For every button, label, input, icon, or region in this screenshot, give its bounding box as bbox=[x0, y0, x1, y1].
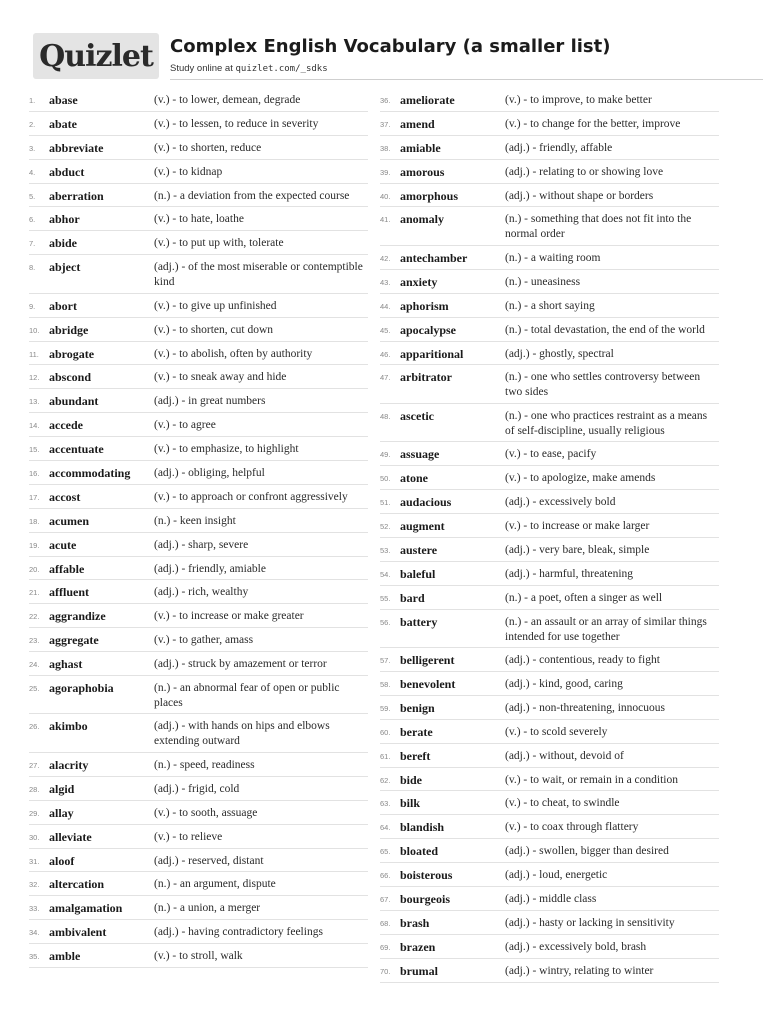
vocab-term: aghast bbox=[49, 657, 83, 672]
vocab-term: aggrandize bbox=[49, 609, 106, 624]
entry-number: 9. bbox=[29, 301, 36, 311]
entry-number: 59. bbox=[380, 703, 391, 713]
vocab-row bbox=[380, 562, 719, 586]
vocab-term: amorphous bbox=[400, 188, 459, 203]
entry-number: 29. bbox=[29, 808, 40, 818]
vocab-definition: (v.) - to give up unfinished bbox=[154, 299, 277, 312]
vocab-term: aloof bbox=[49, 853, 75, 868]
vocab-term: bard bbox=[400, 590, 425, 605]
vocab-definition: (v.) - to approach or confront aggressively bbox=[154, 490, 348, 503]
vocab-term: ambivalent bbox=[49, 925, 107, 940]
vocab-definition: (v.) - to relieve bbox=[154, 830, 223, 843]
vocab-definition: (adj.) - struck by amazement or terror bbox=[154, 658, 327, 671]
vocab-row bbox=[29, 652, 368, 676]
vocab-term: alleviate bbox=[49, 829, 92, 844]
entry-number: 36. bbox=[380, 96, 391, 105]
entry-number: 48. bbox=[380, 411, 391, 421]
entry-number: 65. bbox=[380, 847, 391, 857]
vocab-row bbox=[29, 461, 368, 485]
vocab-row bbox=[380, 768, 719, 792]
vocab-row bbox=[29, 509, 368, 533]
vocab-row bbox=[380, 586, 719, 610]
entry-number: 10. bbox=[29, 325, 40, 335]
vocab-term: abundant bbox=[49, 394, 99, 409]
entry-number: 66. bbox=[380, 871, 391, 881]
vocab-definition: (adj.) - harmful, threatening bbox=[505, 567, 634, 580]
vocab-row bbox=[29, 437, 368, 461]
vocab-term: acumen bbox=[49, 513, 89, 528]
vocab-definition: (adj.) - having contradictory feelings bbox=[154, 926, 323, 939]
vocab-definition: (v.) - to shorten, reduce bbox=[154, 141, 262, 154]
entry-number: 34. bbox=[29, 928, 40, 938]
entry-number: 35. bbox=[29, 952, 40, 962]
vocab-row bbox=[29, 580, 368, 604]
entry-number: 63. bbox=[380, 799, 391, 809]
vocab-term: belligerent bbox=[400, 653, 455, 668]
vocab-definition: (adj.) - excessively bold bbox=[505, 496, 616, 509]
vocab-term: blandish bbox=[400, 820, 445, 835]
vocab-row bbox=[380, 538, 719, 562]
vocab-term: abhor bbox=[49, 212, 80, 227]
entry-number: 55. bbox=[380, 593, 391, 603]
vocab-term: brumal bbox=[400, 963, 439, 978]
vocab-row bbox=[29, 557, 368, 581]
vocab-definition: (adj.) - sharp, severe bbox=[154, 538, 249, 551]
vocab-definition: (adj.) - frigid, cold bbox=[154, 782, 240, 795]
vocab-term: aphorism bbox=[400, 298, 449, 313]
vocab-definition: (v.) - to change for the better, improve bbox=[505, 117, 681, 130]
vocab-definition: (n.) - a waiting room bbox=[505, 251, 601, 264]
vocab-definition: (n.) - an abnormal fear of open or public places bbox=[154, 681, 340, 709]
entry-number: 47. bbox=[380, 373, 391, 383]
entry-number: 17. bbox=[29, 492, 40, 502]
vocab-definition: (v.) - to scold severely bbox=[505, 725, 608, 738]
vocab-term: accost bbox=[49, 489, 81, 504]
entry-number: 38. bbox=[380, 143, 391, 153]
entry-number: 69. bbox=[380, 942, 391, 952]
entry-number: 39. bbox=[380, 167, 391, 177]
vocab-term: assuage bbox=[400, 447, 440, 462]
vocab-row bbox=[29, 777, 368, 801]
vocab-definition: (v.) - to apologize, make amends bbox=[505, 472, 656, 485]
vocab-term: abase bbox=[49, 93, 78, 107]
vocab-definition: (adj.) - wintry, relating to winter bbox=[505, 964, 654, 977]
vocab-row bbox=[29, 88, 368, 112]
vocab-definition: (adj.) - relating to or showing love bbox=[505, 165, 664, 178]
vocab-definition: (n.) - a short saying bbox=[505, 299, 595, 312]
vocab-row bbox=[380, 184, 719, 208]
vocab-term: benevolent bbox=[400, 677, 456, 692]
vocab-definition: (adj.) - friendly, affable bbox=[505, 141, 613, 154]
entry-number: 5. bbox=[29, 191, 36, 201]
vocab-definition: (adj.) - obliging, helpful bbox=[154, 466, 265, 479]
vocab-row bbox=[29, 604, 368, 628]
vocab-definition: (v.) - to kidnap bbox=[154, 165, 223, 178]
entry-number: 8. bbox=[29, 263, 36, 273]
vocab-term: berate bbox=[400, 724, 433, 739]
vocab-definition: (v.) - to increase or make larger bbox=[505, 520, 650, 533]
vocab-row bbox=[380, 207, 719, 246]
vocab-definition: (n.) - keen insight bbox=[154, 514, 236, 527]
entry-number: 12. bbox=[29, 373, 40, 383]
vocab-definition: (v.) - to stroll, walk bbox=[154, 950, 243, 963]
vocab-definition: (adj.) - reserved, distant bbox=[154, 854, 264, 867]
entry-number: 60. bbox=[380, 727, 391, 737]
vocab-term: allay bbox=[49, 805, 74, 820]
vocab-term: bilk bbox=[400, 796, 421, 811]
entry-number: 20. bbox=[29, 564, 40, 574]
vocab-term: accommodating bbox=[49, 465, 131, 480]
vocab-term: antechamber bbox=[400, 250, 468, 265]
vocab-definition: (n.) - something that does not fit into the normal order bbox=[505, 213, 692, 241]
entry-number: 54. bbox=[380, 569, 391, 579]
vocab-term: amiable bbox=[400, 140, 441, 155]
vocab-term: affable bbox=[49, 561, 85, 576]
vocab-row bbox=[29, 413, 368, 437]
entry-number: 43. bbox=[380, 277, 391, 287]
vocab-definition: (v.) - to sneak away and hide bbox=[154, 371, 287, 384]
entry-number: 25. bbox=[29, 683, 40, 693]
entry-number: 44. bbox=[380, 301, 391, 311]
vocab-row bbox=[29, 184, 368, 208]
vocab-term: accentuate bbox=[49, 442, 104, 457]
quizlet-logo[interactable]: Quizlet bbox=[33, 33, 159, 79]
vocab-row bbox=[380, 514, 719, 538]
entry-number: 51. bbox=[380, 498, 391, 508]
vocab-row bbox=[29, 294, 368, 318]
vocab-row bbox=[29, 207, 368, 231]
entry-number: 68. bbox=[380, 918, 391, 928]
vocab-term: bereft bbox=[400, 748, 431, 763]
vocab-row bbox=[380, 246, 719, 270]
entry-number: 33. bbox=[29, 904, 40, 914]
entry-number: 16. bbox=[29, 468, 40, 478]
vocab-definition: (n.) - speed, readiness bbox=[154, 758, 255, 771]
vocab-row bbox=[29, 533, 368, 557]
entry-number: 53. bbox=[380, 545, 391, 555]
vocab-definition: (v.) - to put up with, tolerate bbox=[154, 237, 284, 250]
vocab-column-right bbox=[380, 88, 719, 983]
vocab-row bbox=[29, 753, 368, 777]
entry-number: 21. bbox=[29, 588, 40, 598]
vocab-definition: (v.) - to coax through flattery bbox=[505, 821, 639, 834]
vocab-row bbox=[380, 911, 719, 935]
vocab-row bbox=[29, 628, 368, 652]
vocab-term: boisterous bbox=[400, 868, 453, 883]
vocab-row bbox=[29, 920, 368, 944]
entry-number: 40. bbox=[380, 191, 391, 201]
vocab-term: akimbo bbox=[49, 719, 88, 734]
vocab-definition: (n.) - one who practices restraint as a means of self-discipline, usually religious bbox=[505, 409, 708, 437]
vocab-term: alacrity bbox=[49, 757, 89, 772]
vocab-row bbox=[380, 270, 719, 294]
vocab-row bbox=[380, 442, 719, 466]
vocab-definition: (adj.) - middle class bbox=[505, 893, 597, 906]
entry-number: 11. bbox=[29, 349, 39, 359]
entry-number: 41. bbox=[380, 215, 391, 225]
vocab-row bbox=[29, 112, 368, 136]
vocab-term: accede bbox=[49, 418, 83, 433]
vocab-definition: (v.) - to lower, demean, degrade bbox=[154, 94, 301, 106]
vocab-row bbox=[380, 935, 719, 959]
entry-number: 57. bbox=[380, 656, 391, 666]
vocab-term: abscond bbox=[49, 370, 92, 385]
vocab-term: agoraphobia bbox=[49, 680, 114, 695]
vocab-definition: (v.) - to emphasize, to highlight bbox=[154, 443, 299, 456]
vocab-definition: (adj.) - without, devoid of bbox=[505, 749, 624, 762]
entry-number: 31. bbox=[29, 856, 40, 866]
vocab-row bbox=[380, 791, 719, 815]
vocab-term: aberration bbox=[49, 188, 104, 203]
entry-number: 7. bbox=[29, 239, 36, 249]
vocab-definition: (adj.) - excessively bold, brash bbox=[505, 940, 647, 953]
entry-number: 49. bbox=[380, 450, 391, 460]
vocab-definition: (adj.) - in great numbers bbox=[154, 395, 266, 408]
vocab-term: ascetic bbox=[400, 408, 434, 423]
vocab-row bbox=[380, 112, 719, 136]
vocab-term: affluent bbox=[49, 585, 89, 600]
entry-number: 52. bbox=[380, 522, 391, 532]
vocab-definition: (v.) - to ease, pacify bbox=[505, 448, 597, 461]
vocab-definition: (n.) - one who settles controversy between two sides bbox=[505, 371, 701, 399]
vocab-term: abrogate bbox=[49, 346, 95, 361]
vocab-definition: (adj.) - swollen, bigger than desired bbox=[505, 845, 669, 858]
vocab-term: battery bbox=[400, 614, 438, 629]
vocab-definition: (adj.) - non-threatening, innocuous bbox=[505, 701, 665, 714]
vocab-row bbox=[380, 839, 719, 863]
vocab-definition: (v.) - to sooth, assuage bbox=[154, 806, 258, 819]
vocab-term: abduct bbox=[49, 164, 85, 179]
vocab-definition: (adj.) - rich, wealthy bbox=[154, 586, 249, 599]
vocab-row bbox=[380, 815, 719, 839]
vocab-row bbox=[29, 342, 368, 366]
vocab-row bbox=[380, 610, 719, 649]
vocab-term: amble bbox=[49, 949, 81, 964]
vocab-definition: (n.) - an argument, dispute bbox=[154, 878, 276, 891]
vocab-row bbox=[29, 944, 368, 968]
vocab-row bbox=[380, 294, 719, 318]
vocab-term: ameliorate bbox=[400, 93, 455, 107]
vocab-row bbox=[29, 365, 368, 389]
entry-number: 42. bbox=[380, 253, 391, 263]
entry-number: 64. bbox=[380, 823, 391, 833]
page-subtitle bbox=[170, 63, 328, 74]
vocab-row bbox=[380, 404, 719, 443]
vocab-definition: (n.) - total devastation, the end of the world bbox=[505, 323, 705, 336]
vocab-definition: (v.) - to abolish, often by authority bbox=[154, 347, 313, 360]
vocab-row bbox=[29, 896, 368, 920]
vocab-term: bourgeois bbox=[400, 892, 451, 907]
vocab-term: abject bbox=[49, 260, 81, 275]
vocab-row bbox=[29, 801, 368, 825]
vocab-term: bloated bbox=[400, 844, 439, 859]
vocab-definition: (v.) - to wait, or remain in a condition bbox=[505, 773, 678, 786]
entry-number: 61. bbox=[380, 751, 391, 761]
entry-number: 67. bbox=[380, 895, 391, 905]
page-title: Complex English Vocabulary (a smaller list) bbox=[170, 36, 611, 57]
vocab-term: aggregate bbox=[49, 633, 99, 648]
vocab-definition: (adj.) - ghostly, spectral bbox=[505, 347, 614, 360]
vocab-row bbox=[29, 160, 368, 184]
vocab-row bbox=[29, 714, 368, 753]
vocab-definition: (v.) - to lessen, to reduce in severity bbox=[154, 117, 319, 130]
vocab-definition: (v.) - to improve, to make better bbox=[505, 94, 652, 106]
entry-number: 27. bbox=[29, 760, 40, 770]
entry-number: 4. bbox=[29, 167, 36, 177]
entry-number: 14. bbox=[29, 421, 40, 431]
vocab-row bbox=[29, 389, 368, 413]
vocab-row bbox=[29, 136, 368, 160]
vocab-term: abbreviate bbox=[49, 140, 104, 155]
entry-number: 23. bbox=[29, 636, 40, 646]
vocab-row bbox=[380, 887, 719, 911]
subtitle-prefix: Study online at bbox=[170, 63, 236, 74]
vocab-row bbox=[29, 849, 368, 873]
vocab-row bbox=[380, 136, 719, 160]
vocab-term: abide bbox=[49, 236, 78, 251]
entry-number: 24. bbox=[29, 660, 40, 670]
vocab-term: anxiety bbox=[400, 274, 438, 289]
vocab-row bbox=[380, 959, 719, 983]
vocab-term: bide bbox=[400, 772, 423, 787]
vocab-definition: (adj.) - hasty or lacking in sensitivity bbox=[505, 916, 675, 929]
vocab-row bbox=[380, 342, 719, 366]
entry-number: 45. bbox=[380, 325, 391, 335]
entry-number: 28. bbox=[29, 784, 40, 794]
vocab-row bbox=[380, 318, 719, 342]
vocab-term: brazen bbox=[400, 939, 436, 954]
vocab-row bbox=[380, 88, 719, 112]
vocab-row bbox=[380, 720, 719, 744]
vocab-row bbox=[380, 490, 719, 514]
vocab-column-left bbox=[29, 88, 368, 968]
entry-number: 30. bbox=[29, 832, 40, 842]
entry-number: 6. bbox=[29, 215, 36, 225]
vocab-definition: (v.) - to gather, amass bbox=[154, 634, 254, 647]
vocab-row bbox=[380, 696, 719, 720]
vocab-row bbox=[29, 676, 368, 715]
entry-number: 50. bbox=[380, 474, 391, 484]
vocab-definition: (adj.) - friendly, amiable bbox=[154, 562, 266, 575]
vocab-definition: (adj.) - of the most miserable or contemptible kind bbox=[154, 261, 363, 289]
entry-number: 1. bbox=[29, 96, 36, 105]
vocab-term: arbitrator bbox=[400, 370, 452, 385]
vocab-row bbox=[29, 231, 368, 255]
vocab-term: brash bbox=[400, 915, 430, 930]
vocab-definition: (v.) - to hate, loathe bbox=[154, 213, 244, 226]
vocab-term: abridge bbox=[49, 322, 89, 337]
vocab-term: acute bbox=[49, 537, 77, 552]
entry-number: 58. bbox=[380, 680, 391, 690]
vocab-term: altercation bbox=[49, 877, 105, 892]
vocab-row bbox=[380, 863, 719, 887]
vocab-term: augment bbox=[400, 519, 445, 534]
vocab-row bbox=[29, 825, 368, 849]
vocab-term: abort bbox=[49, 298, 77, 313]
entry-number: 46. bbox=[380, 349, 391, 359]
entry-number: 37. bbox=[380, 119, 391, 129]
vocab-definition: (adj.) - loud, energetic bbox=[505, 869, 608, 882]
vocab-row bbox=[29, 485, 368, 509]
entry-number: 15. bbox=[29, 445, 40, 455]
entry-number: 22. bbox=[29, 612, 40, 622]
entry-number: 13. bbox=[29, 397, 40, 407]
vocab-row bbox=[29, 872, 368, 896]
vocab-definition: (n.) - a deviation from the expected course bbox=[154, 189, 350, 202]
vocab-term: amorous bbox=[400, 164, 445, 179]
entry-number: 70. bbox=[380, 966, 391, 976]
vocab-definition: (v.) - to agree bbox=[154, 419, 216, 432]
vocab-term: abate bbox=[49, 116, 77, 131]
vocab-row bbox=[380, 672, 719, 696]
vocab-term: benign bbox=[400, 700, 435, 715]
vocab-row bbox=[380, 365, 719, 404]
entry-number: 19. bbox=[29, 540, 40, 550]
vocab-definition: (adj.) - kind, good, caring bbox=[505, 678, 623, 691]
vocab-term: audacious bbox=[400, 495, 452, 510]
vocab-definition: (adj.) - without shape or borders bbox=[505, 189, 654, 202]
study-url-link[interactable]: quizlet.com/_sdks bbox=[235, 64, 328, 74]
entry-number: 56. bbox=[380, 617, 391, 627]
vocab-term: amalgamation bbox=[49, 901, 123, 916]
vocab-term: apparitional bbox=[400, 346, 464, 361]
vocab-term: apocalypse bbox=[400, 322, 457, 337]
vocab-term: austere bbox=[400, 542, 438, 557]
vocab-definition: (v.) - to increase or make greater bbox=[154, 610, 304, 623]
page-header bbox=[33, 33, 763, 79]
vocab-term: atone bbox=[400, 471, 428, 486]
entry-number: 18. bbox=[29, 516, 40, 526]
entry-number: 2. bbox=[29, 119, 36, 129]
entry-number: 62. bbox=[380, 775, 391, 785]
vocab-definition: (n.) - uneasiness bbox=[505, 275, 581, 288]
vocab-definition: (n.) - a poet, often a singer as well bbox=[505, 591, 663, 604]
vocab-definition: (v.) - to shorten, cut down bbox=[154, 323, 274, 336]
vocab-term: anomaly bbox=[400, 212, 445, 227]
header-divider bbox=[170, 79, 763, 80]
vocab-row bbox=[380, 744, 719, 768]
vocab-term: baleful bbox=[400, 566, 436, 581]
entry-number: 3. bbox=[29, 143, 36, 153]
vocab-definition: (adj.) - very bare, bleak, simple bbox=[505, 543, 650, 556]
vocab-row bbox=[380, 648, 719, 672]
vocab-term: algid bbox=[49, 781, 75, 796]
vocab-term: amend bbox=[400, 116, 435, 131]
vocab-definition: (adj.) - contentious, ready to fight bbox=[505, 654, 660, 667]
vocab-definition: (n.) - an assault or an array of similar things intended for use together bbox=[505, 615, 707, 643]
entry-number: 26. bbox=[29, 722, 40, 732]
vocab-row bbox=[380, 466, 719, 490]
vocab-definition: (adj.) - with hands on hips and elbows extending outward bbox=[154, 720, 330, 748]
vocab-row bbox=[29, 318, 368, 342]
vocab-row bbox=[29, 255, 368, 294]
vocab-row bbox=[380, 160, 719, 184]
entry-number: 32. bbox=[29, 880, 40, 890]
vocab-definition: (n.) - a union, a merger bbox=[154, 902, 261, 915]
vocab-definition: (v.) - to cheat, to swindle bbox=[505, 797, 620, 810]
